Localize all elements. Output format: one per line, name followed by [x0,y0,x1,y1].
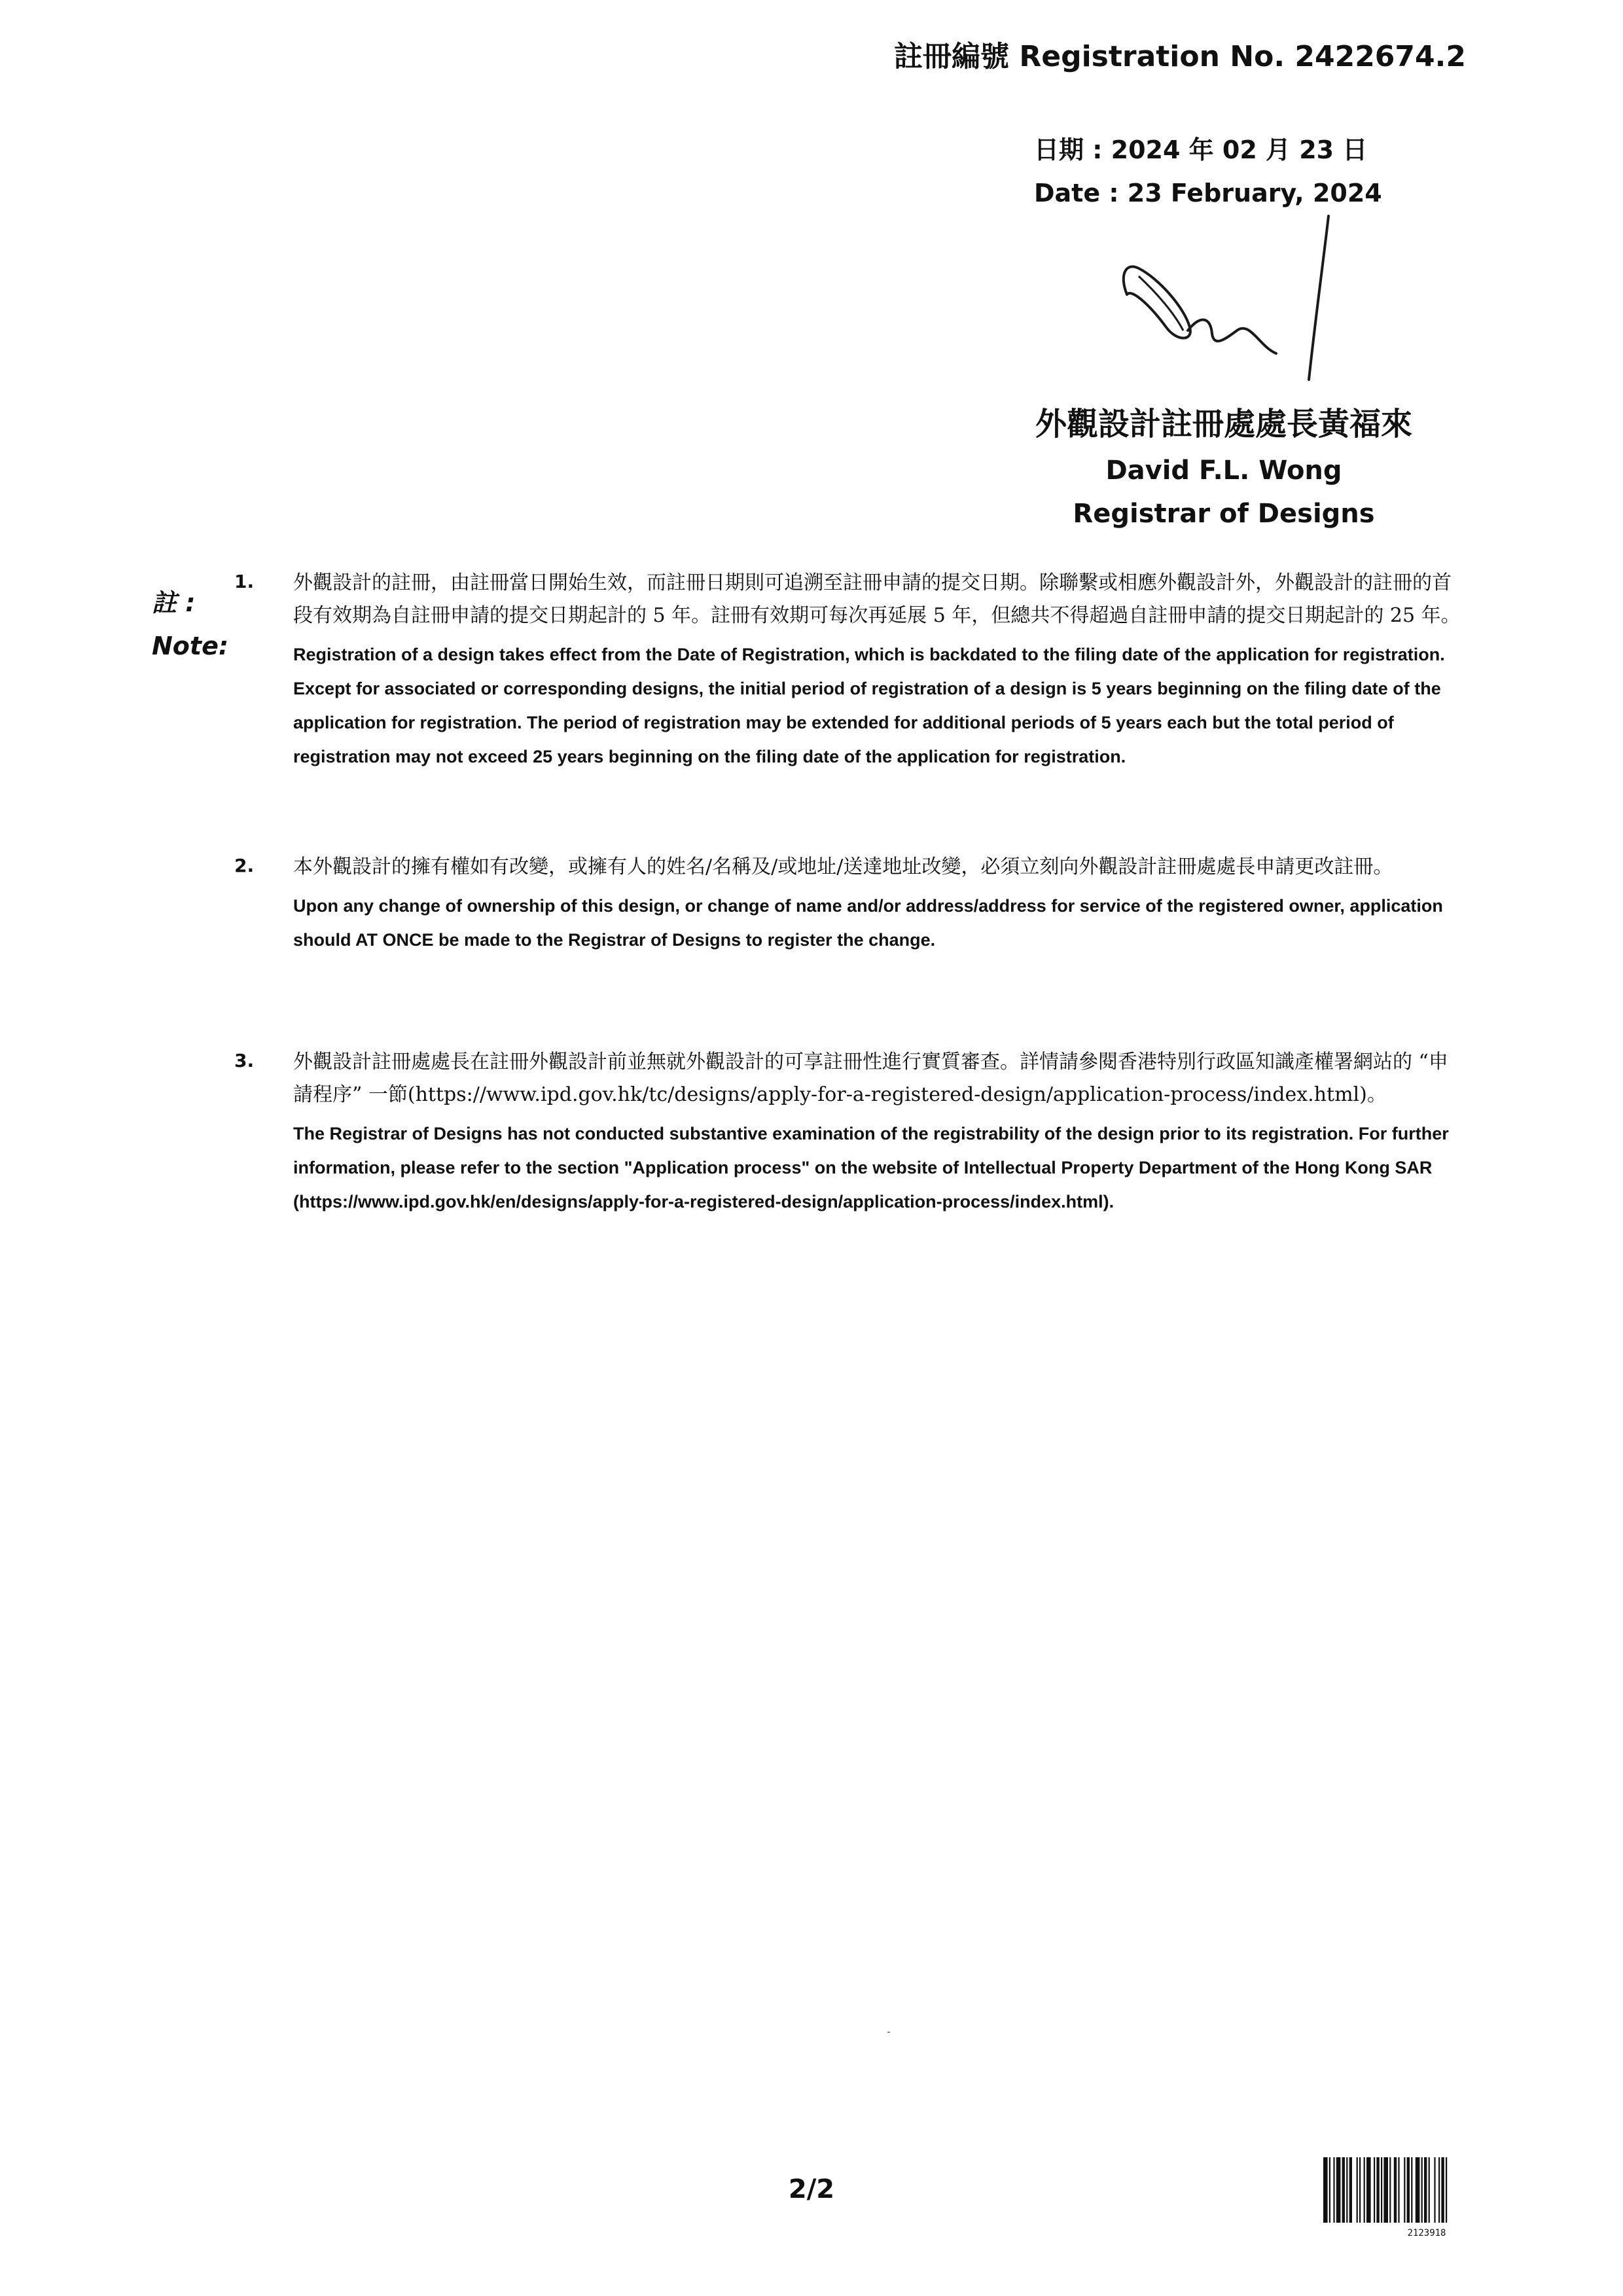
note-number: 3. [234,1050,255,1071]
barcode-bar [1438,2157,1440,2223]
barcode-bar [1359,2157,1361,2223]
barcode-bar [1333,2157,1334,2223]
barcode-bar [1346,2157,1347,2223]
barcode-image [1322,2157,1531,2223]
note-text-zh: 外觀設計註冊處處長在註冊外觀設計前並無就外觀設計的可享註冊性進行實質審查。詳情請參閱香港特別行政區知識產權署網站的 “申請程序” 一節(https://www.ipd.gov.hk/tc/designs/apply-for-a-registered-design/application-process/index.html)。 [293,1050,1448,1106]
barcode-bar [1446,2157,1447,2223]
note-item [234,1046,1465,1219]
barcode-bar [1421,2157,1423,2223]
note-text-en: The Registrar of Designs has not conducted substantive examination of the registrability of the design prior to its registration. For further information, please refer to the section "Application process" on the website of Intellectual Property Department of the Hong Kong SAR (https://www.ipd.gov.hk/en/designs/apply-for-a-registered-design/application-process/index.html). [293,1124,1449,1211]
barcode-bar [1424,2157,1427,2223]
note-text-en: Registration of a design takes effect from the Date of Registration, which is backdated to the filing date of the application for registration. Except for associated or corresponding designs, the initial period of registration of a design is 5 years beginning on the filing date of the application for registration. The period of registration may be extended for additional periods of 5 years each but the total period of registration may not exceed 25 years beginning on the filing date of the application for registration. [293,645,1445,766]
barcode-bar [1407,2157,1410,2223]
barcode-bar [1336,2157,1341,2223]
note-item [234,567,1465,774]
barcode-bar [1381,2157,1382,2223]
barcode-bar [1376,2157,1379,2223]
signatory-name: David F.L. Wong [1105,456,1342,486]
barcode-bar [1389,2157,1391,2223]
barcode-bar [1441,2157,1444,2223]
barcode-number: 2123918 [1407,2228,1446,2238]
note-label-en: Note: [152,632,229,660]
note-text-zh: 外觀設計的註冊，由註冊當日開始生效，而註冊日期則可追溯至註冊申請的提交日期。除聯繫或相應外觀設計外，外觀設計的註冊的首段有效期為自註冊申請的提交日期起計的 5 年。註冊有效期可每次再延展 5 年，但總共不得超過自註冊申請的提交日期起計的 25 年。 [293,571,1461,627]
note-text-en: Upon any change of ownership of this design, or change of name and/or address/address for service of the registered owner, application should AT ONCE be made to the Registrar of Designs to register the change. [293,896,1443,950]
date-en: Date : 23 February, 2024 [1034,179,1382,207]
barcode-bar [1357,2157,1358,2223]
registration-number: 註冊編號 Registration No. 2422674.2 [894,40,1466,73]
barcode-bar [1323,2157,1328,2223]
barcode-bar [1349,2157,1352,2223]
signature-image [1113,203,1361,399]
signatory-title-zh: 外觀設計註冊處處長黃福來 [1035,406,1412,442]
barcode-bar [1374,2157,1375,2223]
date-block [1034,128,1382,215]
barcode-bar [1429,2157,1430,2223]
barcode-bar [1398,2157,1399,2223]
note-text-zh: 本外觀設計的擁有權如有改變，或擁有人的姓名/名稱及/或地址/送達地址改變，必須立刻向外觀設計註冊處處長申請更改註冊。 [293,855,1393,878]
note-label-zh: 註 : [152,588,196,617]
barcode-bar [1394,2157,1397,2223]
barcode-bar [1434,2157,1435,2223]
signatory-block [969,399,1479,535]
scan-speck [887,2032,890,2033]
barcode-bar [1404,2157,1405,2223]
note-number: 1. [234,571,255,592]
barcode-bar [1329,2157,1330,2223]
signatory-title-en: Registrar of Designs [1073,499,1375,529]
barcode-bar [1411,2157,1412,2223]
barcode-bar [1342,2157,1345,2223]
note-label [152,581,228,668]
barcode-bar [1383,2157,1388,2223]
date-zh: 日期 : 2024 年 02 月 23 日 [1034,135,1368,164]
barcode-bar [1416,2157,1420,2223]
barcode-bar [1366,2157,1371,2223]
barcode-bar [1364,2157,1365,2223]
note-number: 2. [234,855,255,876]
note-item [234,851,1465,957]
page-number: 2/2 [788,2174,835,2204]
